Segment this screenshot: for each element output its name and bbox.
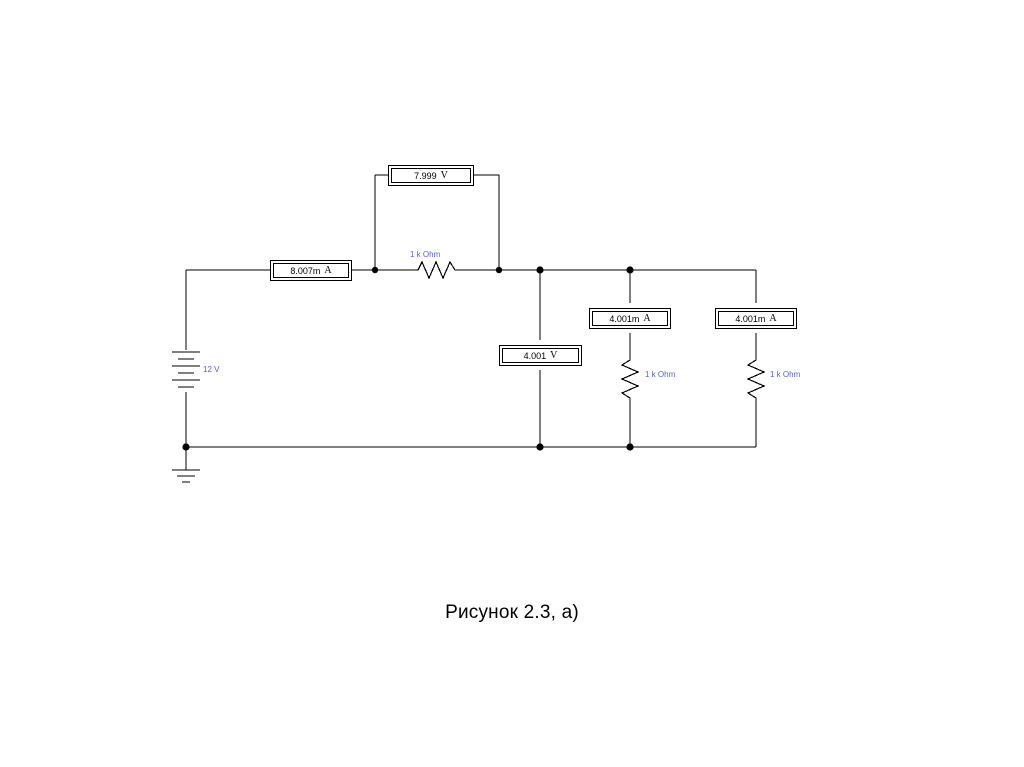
- ammeter-branch-1[interactable]: [589, 308, 671, 329]
- figure-caption: Рисунок 2.3, а): [445, 602, 579, 623]
- junction-dot-bottom-branch1: [626, 443, 633, 450]
- voltmeter-parallel-display: [502, 348, 579, 363]
- voltmeter-parallel-symbol: V: [550, 349, 558, 361]
- ammeter-total-symbol: A: [324, 264, 332, 276]
- ammeter-branch-1-value: 4.001m: [609, 313, 640, 324]
- ammeter-branch-2-value: 4.001m: [735, 313, 766, 324]
- junction-dot-voltmeter-right: [496, 267, 502, 273]
- ammeter-branch-1-symbol: A: [643, 312, 651, 324]
- junction-dot-top-mid: [536, 266, 543, 273]
- voltmeter-series-display: [391, 168, 471, 183]
- ammeter-total[interactable]: [270, 260, 352, 281]
- branch2-resistor-symbol: [748, 356, 764, 412]
- voltmeter-series[interactable]: [388, 165, 474, 186]
- ammeter-total-value: 8.007m: [290, 265, 321, 276]
- junction-dot-bottom-mid: [536, 443, 543, 450]
- voltmeter-series-value: 7.999: [414, 170, 437, 181]
- series-resistor-symbol: [412, 262, 460, 278]
- battery-label: 12 V: [203, 365, 220, 374]
- branch-resistor-2-label: 1 k Ohm: [770, 370, 801, 379]
- voltmeter-parallel-value: 4.001: [523, 350, 547, 361]
- branch-resistor-1-label: 1 k Ohm: [645, 370, 676, 379]
- ammeter-branch-1-display: [592, 311, 668, 326]
- ammeter-total-display: [273, 263, 349, 278]
- branch1-resistor-symbol: [622, 356, 638, 412]
- voltmeter-parallel[interactable]: [499, 345, 582, 366]
- junction-dot-ground: [182, 443, 189, 450]
- junction-dot-top-branch1: [626, 266, 633, 273]
- voltmeter-series-symbol: V: [440, 169, 448, 181]
- ammeter-branch-2-symbol: A: [769, 312, 777, 324]
- ammeter-branch-2-display: [718, 311, 794, 326]
- ammeter-branch-2[interactable]: [715, 308, 797, 329]
- junction-dot-voltmeter-left: [372, 267, 378, 273]
- series-resistor-label: 1 k Ohm: [410, 250, 441, 259]
